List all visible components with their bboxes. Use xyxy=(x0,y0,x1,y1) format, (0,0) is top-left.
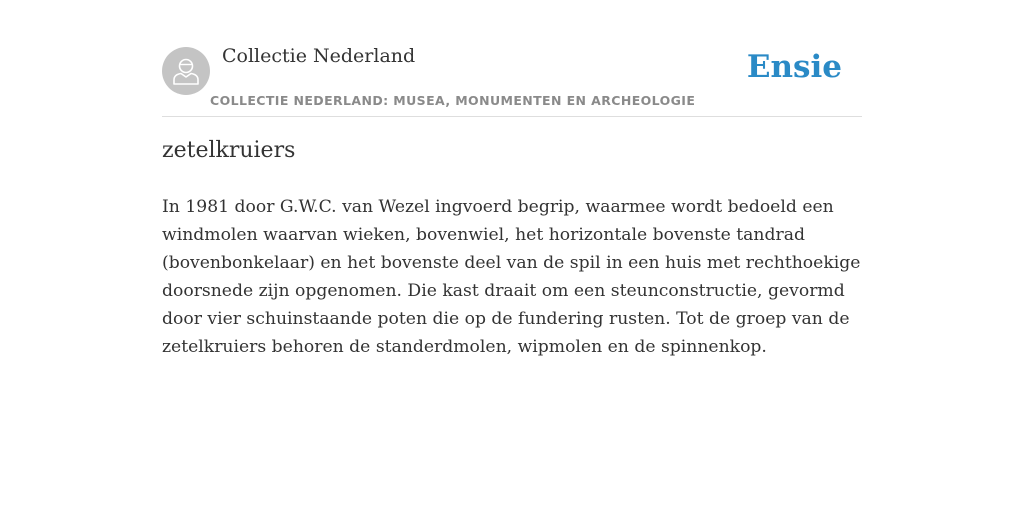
article-title: zetelkruiers xyxy=(162,138,296,163)
ensie-logo[interactable]: Ensie xyxy=(746,49,842,85)
author-name[interactable]: Collectie Nederland xyxy=(222,45,416,67)
header xyxy=(162,40,862,117)
avatar[interactable] xyxy=(162,47,210,95)
article-body: In 1981 door G.W.C. van Wezel ingvoerd begrip, waarmee wordt bedoeld een windmolen waarvan wieken, bovenwiel, het horizontale bovenste tandrad (bovenbonkelaar) en het bovenste deel van de spil in een huis met rechthoekige doorsnede zijn opgenomen. Die kast draait om een steunconstructie, gevormd door vier schuinstaande poten die op de fundering rusten. Tot de groep van de zetelkruiers behoren de standerdmolen, wipmolen en de spinnenkop. xyxy=(162,197,861,357)
source-subtitle[interactable]: COLLECTIE NEDERLAND: MUSEA, MONUMENTEN EN ARCHEOLOGIE xyxy=(210,93,696,108)
user-icon xyxy=(172,56,200,86)
